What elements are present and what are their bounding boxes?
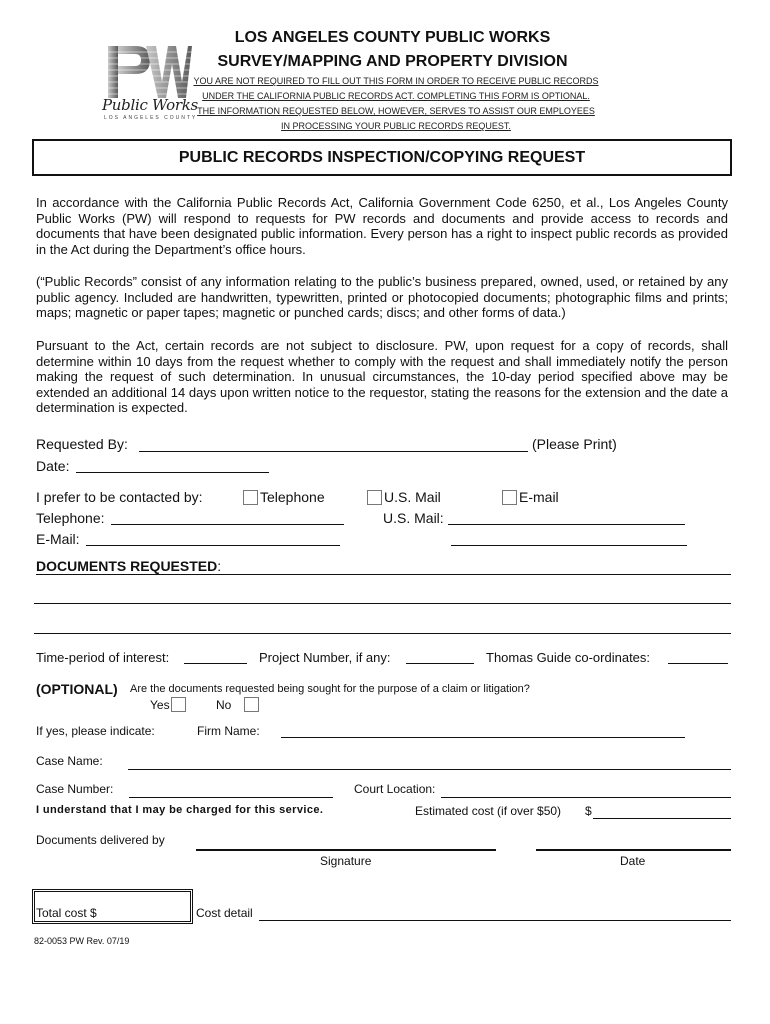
- documents-requested-line[interactable]: [34, 603, 731, 604]
- documents-requested-colon: :: [217, 558, 222, 574]
- cost-detail-label: Cost detail: [196, 906, 253, 920]
- signature-field[interactable]: [196, 849, 496, 851]
- date-caption: Date: [620, 854, 646, 868]
- cost-detail-field[interactable]: [259, 920, 731, 921]
- time-period-field[interactable]: [184, 663, 247, 664]
- us-mail-checkbox[interactable]: [367, 490, 382, 505]
- telephone-field[interactable]: [111, 524, 344, 525]
- time-period-label: Time-period of interest:: [36, 650, 170, 665]
- telephone-checkbox[interactable]: [243, 490, 258, 505]
- case-number-label: Case Number:: [36, 782, 114, 796]
- notice-line: YOU ARE NOT REQUIRED TO FILL OUT THIS FORM IN ORDER TO RECEIVE PUBLIC RECORDS: [193, 76, 599, 86]
- email-label: E-Mail:: [36, 531, 80, 547]
- no-label: No: [216, 698, 232, 712]
- date-label: Date:: [36, 458, 70, 474]
- date-field[interactable]: [76, 472, 269, 473]
- if-yes-label: If yes, please indicate:: [36, 724, 155, 738]
- agency-title: LOS ANGELES COUNTY PUBLIC WORKS: [234, 29, 551, 46]
- documents-requested-text: DOCUMENTS REQUESTED: [36, 558, 218, 574]
- firm-name-label: Firm Name:: [197, 724, 260, 738]
- signature-date-field[interactable]: [536, 849, 731, 851]
- notice-line: THE INFORMATION REQUESTED BELOW, HOWEVER, SERVES TO ASSIST OUR EMPLOYEES: [197, 106, 595, 116]
- documents-requested-line[interactable]: [36, 574, 731, 575]
- estimated-cost-label: Estimated cost (if over $50): [415, 804, 562, 818]
- requested-by-label: Requested By:: [36, 436, 128, 452]
- court-location-label: Court Location:: [354, 782, 436, 796]
- logo-script-text: Public Works: [102, 96, 198, 114]
- documents-requested-line[interactable]: [34, 633, 731, 634]
- form-title: PUBLIC RECORDS INSPECTION/COPYING REQUEST: [32, 139, 732, 176]
- email-field[interactable]: [86, 545, 340, 546]
- optional-label: (OPTIONAL): [36, 681, 118, 697]
- us-mail-field-line2[interactable]: [451, 545, 687, 546]
- case-name-field[interactable]: [128, 769, 731, 770]
- notice-line: IN PROCESSING YOUR PUBLIC RECORDS REQUEST.: [281, 121, 511, 131]
- claim-question: Are the documents requested being sought for the purpose of a claim or litigation?: [130, 683, 530, 695]
- logo-tagline: LOS ANGELES COUNTY: [104, 115, 198, 121]
- case-number-field[interactable]: [129, 797, 333, 798]
- us-mail-field[interactable]: [448, 524, 685, 525]
- court-location-field[interactable]: [441, 797, 731, 798]
- email-checkbox[interactable]: [502, 490, 517, 505]
- thomas-guide-label: Thomas Guide co-ordinates:: [486, 650, 651, 665]
- total-cost-label: Total cost $: [36, 906, 97, 920]
- contact-preference-label: I prefer to be contacted by:: [36, 489, 203, 505]
- delivered-by-label: Documents delivered by: [36, 833, 165, 847]
- telephone-option-label: Telephone: [260, 489, 325, 505]
- charge-acknowledgement: I understand that I may be charged for this service.: [36, 804, 324, 816]
- requested-by-field[interactable]: [139, 451, 528, 452]
- notice-line: UNDER THE CALIFORNIA PUBLIC RECORDS ACT. COMPLETING THIS FORM IS OPTIONAL.: [202, 91, 590, 101]
- public-records-definition: (“Public Records” consist of any information relating to the public’s business prepared, owned, used, or retained by any public agency. Included are handwritten, typewritten, printed or photocopied documents; photographic films and prints; maps; magnetic or paper tapes; magnetic or punched cards; discs; and other forms of data.): [36, 274, 728, 320]
- claim-no-checkbox[interactable]: [244, 697, 259, 712]
- signature-caption: Signature: [320, 854, 372, 868]
- estimated-cost-field[interactable]: [593, 818, 731, 819]
- us-mail-option-label: U.S. Mail: [384, 489, 441, 505]
- division-title: SURVEY/MAPPING AND PROPERTY DIVISION: [217, 53, 568, 70]
- intro-paragraph: In accordance with the California Public Records Act, California Government Code 6250, et al., Los Angeles County Public Works (PW) will respond to requests for PW records and documents and provide access to records and documents that have been designated public information. Every person has a right to inspect public records as provided in the Act during the Department’s office hours.: [36, 195, 728, 257]
- claim-yes-checkbox[interactable]: [171, 697, 186, 712]
- form-number: 82-0053 PW Rev. 07/19: [34, 936, 130, 946]
- project-number-label: Project Number, if any:: [259, 650, 391, 665]
- firm-name-field[interactable]: [281, 737, 685, 738]
- email-option-label: E-mail: [519, 489, 559, 505]
- telephone-label: Telephone:: [36, 510, 105, 526]
- thomas-guide-field[interactable]: [668, 663, 728, 664]
- dollar-sign: $: [585, 804, 592, 818]
- us-mail-label: U.S. Mail:: [383, 510, 444, 526]
- case-name-label: Case Name:: [36, 754, 103, 768]
- please-print-note: (Please Print): [532, 436, 617, 452]
- disclosure-paragraph: Pursuant to the Act, certain records are not subject to disclosure. PW, upon request for a copy of records, shall determine within 10 days from the request whether to comply with the request and shall immediately notify the person making the request of such determination. In unusual circumstances, the 10-day period specified above may be extended an additional 14 days upon written notice to the requestor, stating the reasons for the extension and the date a determination is expected.: [36, 338, 728, 415]
- project-number-field[interactable]: [406, 663, 474, 664]
- yes-label: Yes: [150, 698, 170, 712]
- documents-requested-heading: [36, 558, 221, 574]
